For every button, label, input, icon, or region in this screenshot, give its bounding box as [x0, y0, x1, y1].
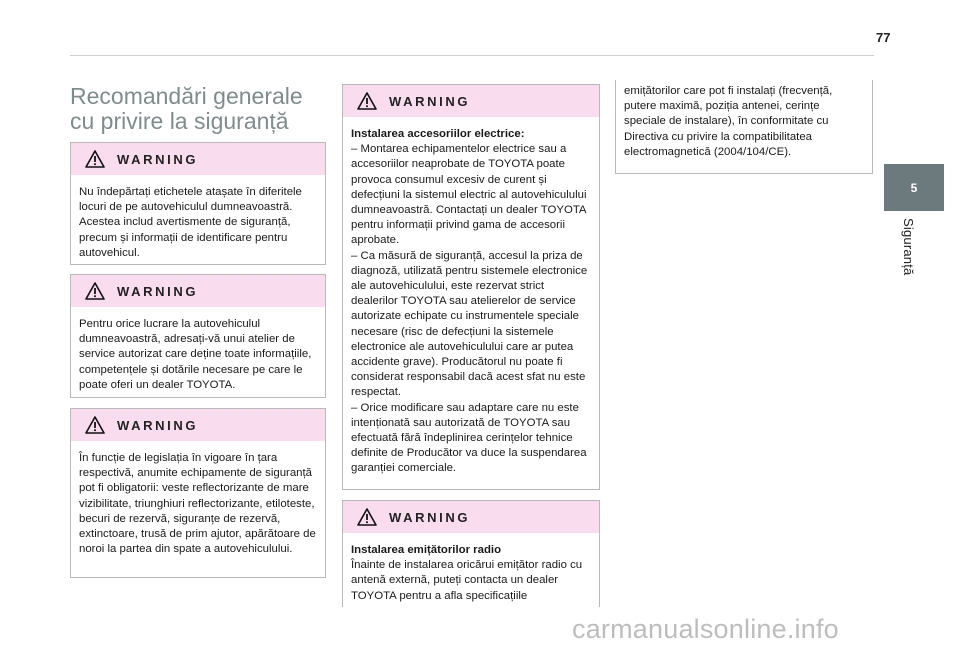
page-number: 77 — [876, 30, 891, 45]
warning-header — [71, 275, 325, 307]
warning-heading: WARNING — [117, 151, 199, 167]
chapter-tab[interactable] — [884, 164, 944, 211]
warning-header — [71, 143, 325, 175]
warning-box-electrical-accessories — [342, 84, 600, 490]
page-title: Recomandări generale cu privire la siguranță — [70, 83, 303, 134]
warning-triangle-icon — [357, 508, 377, 526]
warning-box-labels — [70, 142, 326, 265]
warning-triangle-icon — [85, 150, 105, 168]
chapter-title: Siguranță — [901, 218, 916, 276]
warning-text: – Ca măsură de siguranță, accesul la priza de diagnoză, utilizată pentru sistemele electronice ale autovehiculului, este rezervat strict dealerilor TOYOTA sau atelierelor de service autorizate echipate cu instrumentele speciale necesare (risc de defecțiuni la sistemele electronice ale autovehiculului care ar putea accidente grave). Producătorul nu poate fi considerat responsabil dacă acest sfat nu este respectat. — [351, 249, 588, 399]
chapter-number: 5 — [910, 180, 918, 195]
warning-box-continuation — [615, 80, 873, 174]
warning-text: – Orice modificare sau adaptare care nu este intenționată sau autorizată de TOYOTA sau efectuată fără îndeplinirea cerințelor tehnice definite de Producător va duce la suspendarea garanției comerciale. — [351, 401, 587, 475]
warning-text: Nu îndepărtați etichetele atașate în diferitele locuri de pe autovehiculul dumneavoastră. Acestea includ avertismente de siguranță, precum și informații de identificare pentru autovehicul. — [79, 186, 302, 259]
warning-text: Înainte de instalarea oricărui emițător radio cu antenă externă, puteți contacta un dealer TOYOTA pentru a afla specificațiile — [351, 559, 583, 602]
warning-box-equipment — [70, 408, 326, 578]
warning-text: – Montarea echipamentelor electrice sau a accesoriilor neaprobate de TOYOTA poate provoca consumul excesiv de curent și defecțiuni la sistemul electric al autovehiculului dumneavoastră. Contactați un dealer TOYOTA pentru informații privind gama de accesorii aprobate. — [351, 143, 587, 247]
warning-header — [343, 501, 599, 533]
warning-box-service — [70, 274, 326, 398]
warning-subheading: Instalarea emițătorilor radio — [351, 544, 502, 556]
warning-triangle-icon — [85, 416, 105, 434]
warning-heading: WARNING — [117, 417, 199, 433]
warning-text: Pentru orice lucrare la autovehiculul dumneavoastră, adresați-vă unui atelier de service autorizat care deține toate informațiile, competențele și dotările necesare pe care le poate oferi un dealer TOYOTA. — [79, 318, 312, 391]
warning-heading: WARNING — [389, 93, 471, 109]
warning-text: emițătorilor care pot fi instalați (frecvență, putere maximă, poziția antenei, cerințe speciale de instalare), în conformitate cu Directiva cu privire la compatibilitatea electromagnetică (2004/104/CE). — [624, 85, 833, 158]
footer-watermark: carmanualsonline.info — [572, 614, 839, 644]
warning-heading: WARNING — [117, 283, 199, 299]
warning-triangle-icon — [85, 282, 105, 300]
warning-subheading: Instalarea accesoriilor electrice: — [351, 128, 525, 140]
warning-text: În funcție de legislația în vigoare în țara respectivă, anumite echipamente de siguranță pot fi obligatorii: veste reflectorizante de mare vizibilitate, triunghiuri reflectorizante, etiloteste, becuri de rezervă, siguranțe de rezervă, extinctoare, trusă de prim ajutor, apărătoare de noroi la partea din spate a autovehiculului. — [79, 452, 316, 556]
warning-header — [343, 85, 599, 117]
header-divider — [70, 55, 874, 56]
warning-heading: WARNING — [389, 509, 471, 525]
warning-header — [71, 409, 325, 441]
warning-triangle-icon — [357, 92, 377, 110]
warning-box-radio-transmitters — [342, 500, 600, 607]
